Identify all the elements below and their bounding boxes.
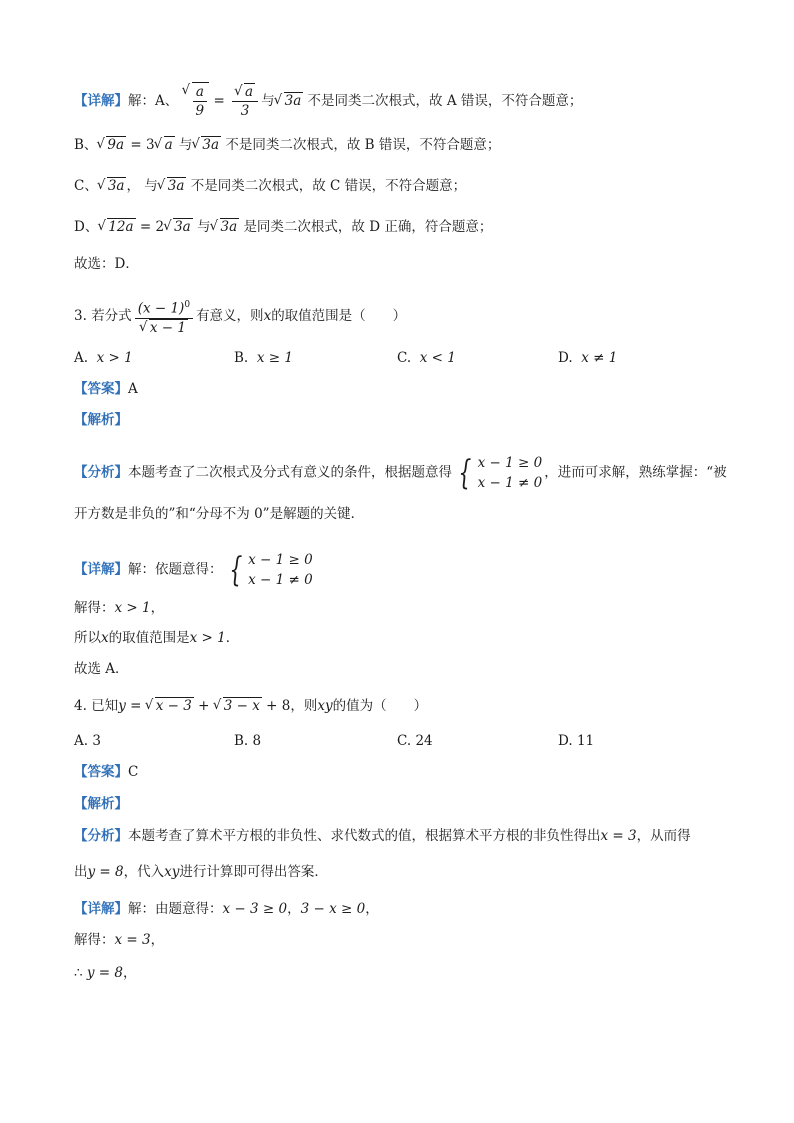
- q4-option-a: A. 3: [74, 733, 101, 749]
- q4-jiexi: 【解析】: [74, 796, 128, 812]
- math-sqrt-12a: √ 12a: [107, 218, 135, 235]
- answer-tag: 【答案】: [74, 381, 128, 397]
- q3-stem: 3. 若分式 $(x - 1)^0$ √ x − 1 有意义，则x的取值范围是（ ）: [74, 296, 406, 337]
- math-sqrt-9a: √ 9a: [106, 136, 126, 153]
- q2-c-prefix: C、: [74, 178, 98, 194]
- q3-stem-end: 的取值范围是（ ）: [271, 307, 407, 324]
- q4-analysis-line2: 出y = 8，代入xy进行计算即可得出答案．: [74, 864, 328, 880]
- q3-conclusion: 故选 A．: [74, 661, 129, 677]
- q3-range: 所以x的取值范围是x > 1．: [74, 630, 240, 646]
- q4-stem: 4. 已知y = √ x − 3 + √ 3 − x + 8，则xy的值为（ ）: [74, 696, 427, 716]
- q3-solve: 解得：x > 1，: [74, 600, 165, 616]
- q2-d-rest: 是同类二次根式，故 D 正确，符合题意；: [243, 219, 493, 235]
- q3-option-d: D. x ≠ 1: [558, 350, 618, 366]
- q2-detail-line-d: D、√ 12a = 2√ 3a 与√ 3a 是同类二次根式，故 D 正确，符合题意；: [74, 217, 492, 237]
- q3-jiexi: [74, 410, 128, 430]
- q3-option-c: C. x < 1: [397, 350, 456, 366]
- q3-analysis-line2: 开方数是非负的”和“分母不为 0”是解题的关键．: [74, 506, 365, 522]
- q3-analysis-line1: 【分析】本题考查了二次根式及分式有意义的条件，根据题意得 { x − 1 ≥ 0 x − 1 ≠ 0 ，进而可求解，熟练掌握：“被: [74, 453, 727, 493]
- detail-tag: 【详解】: [74, 93, 128, 109]
- q4-option-b: B. 8: [234, 733, 262, 749]
- q4-answer: 【答案】C: [74, 764, 139, 780]
- q2-a-rest: 不是同类二次根式，故 A 错误，不符合题意；: [307, 93, 583, 109]
- math-fraction-x-minus-1: $(x - 1)^0$ √ x − 1: [135, 296, 193, 337]
- q4-option-c: C. 24: [397, 733, 433, 749]
- q3-detail-line1: 【详解】解：依题意得： { x − 1 ≥ 0 x − 1 ≠ 0: [74, 550, 313, 590]
- q3-answer: 【答案】A: [74, 381, 138, 397]
- q3-option-a: A. x > 1: [74, 350, 133, 366]
- q4-detail-line1: 【详解】解：由题意得：x − 3 ≥ 0，3 − x ≥ 0，: [74, 901, 379, 917]
- q3-stem-after: 有意义，则: [196, 307, 264, 324]
- q3-number: 3.: [74, 307, 87, 324]
- math-sqrt-a-over-9: √ $\frac{a}{9}$: [192, 82, 210, 120]
- jiexi-tag: 【解析】: [74, 412, 128, 428]
- q2-detail-line-c: C、√ 3a ， 与√ 3a 不是同类二次根式，故 C 错误，不符合题意；: [74, 176, 466, 196]
- q2-c-rest: 不是同类二次根式，故 C 错误，不符合题意；: [190, 178, 467, 194]
- q2-b-rest: 不是同类二次根式，故 B 错误，不符合题意；: [225, 137, 501, 153]
- q2-b-prefix: B、: [74, 137, 98, 153]
- q3-option-b: B. x ≥ 1: [234, 350, 293, 366]
- q3-stem-before: 若分式: [91, 307, 132, 324]
- q4-solve: 解得：x = 3，: [74, 932, 165, 948]
- q2-with-c: 与: [144, 178, 158, 194]
- q2-detail-line-a: 【详解】解：A、 √ $\frac{a}{9}$ = √ $\frac{a}{3}$ 与√ 3a 不是同类二次根式，故 A 错误，不符合题意；: [74, 82, 582, 120]
- q2-detail-line-b: B、√ 9a = 3√ a 与√ 3a 不是同类二次根式，故 B 错误，不符合题意；: [74, 135, 500, 155]
- q4-therefore: ∴ y = 8，: [74, 965, 137, 981]
- math-system-q3-analysis: { x − 1 ≥ 0 x − 1 ≠ 0: [458, 453, 543, 493]
- math-sqrt-3a-c: √ 3a: [107, 177, 127, 194]
- q2-with-b: 与: [178, 137, 193, 153]
- q4-option-d: D. 11: [558, 733, 595, 749]
- q2-with-d: 与: [197, 219, 211, 235]
- q2-a-prefix: 解：A、: [128, 93, 179, 109]
- q2-d-prefix: D、: [74, 219, 99, 235]
- math-system-q3-detail: { x − 1 ≥ 0 x − 1 ≠ 0: [228, 550, 313, 590]
- q2-conclusion: 故选：D．: [74, 256, 139, 272]
- q2-with-a: 与: [261, 93, 275, 109]
- q4-analysis-line1: 【分析】本题考查了算术平方根的非负性、求代数式的值，根据算术平方根的非负性得出x = 3，从而得: [74, 828, 691, 844]
- math-sqrt-3a: √ 3a: [284, 92, 304, 109]
- math-sqrt-a-over-3: √ $\frac{a}{3}$: [232, 83, 258, 120]
- analysis-tag: 【分析】: [74, 464, 128, 481]
